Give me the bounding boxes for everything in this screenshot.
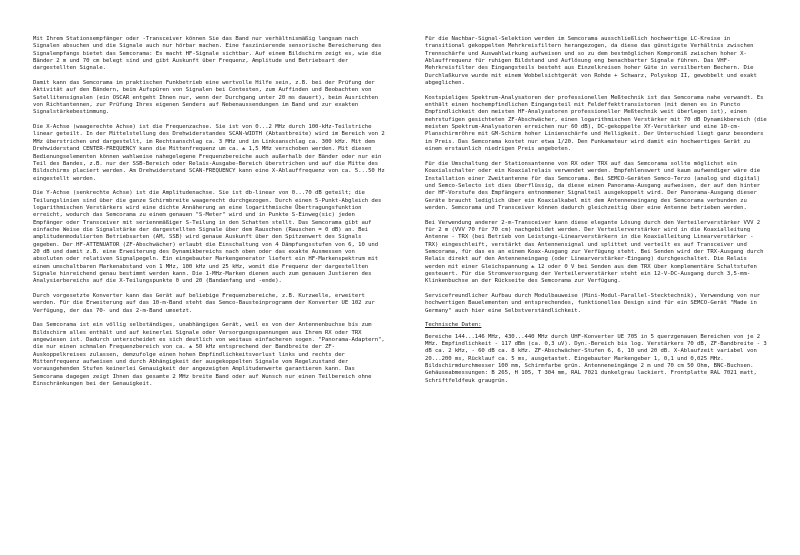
paragraph: Das Semcorama ist ein völlig selbständiges, unabhängiges Gerät, weil es von der Antennenbuchse bis zum Bildschirm alles enthält und auf keinerlei Signale oder Versorgungsspannungen aus Ihrem RX oder TRX angewiesen ist. Dadurch unterscheidet es sich deutlich von weitaus einfacheren sogen. "Panorama-Adaptern", die nur einen schmalen Frequenzbereich von ca. ± 50 kHz entsprechend der Bandbreite der ZF-Auskoppelkreises zulassen, demzufolge einen hohen Empfindlichkeitsverlust links und rechts der Mittenfrequenz aufweisen und durch Abhängigkeit der ausgekoppelten Signale vom Regelzustand der vorausgehenden Stufen keinerlei Genauigkeit der angezeigten Amplitudenwerte garantieren kann. Das Semcorama dagegen zeigt Ihnen das gesamte 2 MHz breite Band oder auf Wunsch nur einen Teilbereich ohne Einschränkungen bei der Genauigkeit. [33,322,385,388]
right-column [425,36,770,393]
paragraph: Mit Ihrem Stationsempfänger oder -Transceiver können Sie das Band nur verhältnismäßig langsam nach Signalen absuchen und die Signale auch nur hörbar machen. Eine faszinierende sensorische Bereicherung des Signalempfangs bietet das Semcorama: Es macht HF-Signale sichtbar. Auf einem Bildschirm zeigt es, wie die Bänder 2 m und 70 cm belegt sind und gibt Auskunft über Frequenz, Amplitude und Betriebsart der dargestellten Signale. [33,36,382,72]
paragraph: Kostspieliges Spektrum-Analysatoren der professionellen Meßtechnik ist das Semcorama nahe verwandt. Es enthält einen hochempfindlichen Eingangsteil mit Feldeffekttransistoren (mit denen es in Puncto Empfindlichkeit den meisten HF-Analysatoren professioneller Meßtechnik weit überlegen ist), einen mehrstufigen gesichteten ZF-Abschwächer, einen logarithmischen Verstärker mit 70 dB Dynamikbereich (die meisten Spektrum-Analysatoren erreichen nur 60 dB), DC-gekoppelte XY-Verstärker und eine 10-cm-Planschirmröhre mit GM-Schirm hoher Linienschärfe und Helligkeit. Der Unterschied liegt ganz besonders im Preis. Das Semcorama kostet nur etwa 1/20. Den Funkamateur wird damit ein hochwertiges Gerät zu einem erstaunlich niedrigen Preis angeboten. [425,94,767,153]
paragraph: Bei Verwendung anderer 2-m-Transceiver kann diese elegante Lösung durch den Verteilerverstärker VVV 2 für 2 m (VVV 70 für 70 cm) nachgebildet werden. Der Verteilerverstärker wird in die Koaxialleitung Antenne - TRX (bei Betrieb von Leistungs-Linearverstärkern in die Koaxialleitung Linearverstärker - TRX) eingeschleift, verstärkt das Antennensignal und splittet und verteilt es auf Transceiver und Semcorama, für das es an einem Koax-Ausgang zur Verfügung steht. Bei Senden wird der TRX-Ausgang durch Relais direkt auf den Antenneneingang (oder Linearverstärker-Eingang) durchgeschaltet. Die Relais werden mit einer Gleichspannung ± 12 oder 0 V bei Senden aus dem TRX über komplementäre Schaltstufen gesteuert. Für die Stromversorgung der Verteilerverstärker steht ein 12-V-DC-Ausgang durch 3,5-mm-Klinkenbuchse an der Rückseite des Semcorama zur Verfügung. [425,219,764,285]
technical-data-text: Bereiche 144...146 MHz, 430...440 MHz durch UHF-Konverter UE 705 in 5 querzgenauen Bereichen von je 2 MHz. Empfindlichkeit - 117 dBm (ca. 0,3 uV). Dyn.-Bereich bis log. Verstärkers 70 dB, ZF-Bandbreite - 3 dB ca. 2 kHz, - 60 dB ca. 8 kHz. ZF-Abschwächer-Stufen 6, 6, 10 und 20 dB. X-Ablaufzeit variabel von 20...200 ms, Rücklauf ca. 5 ms, ausgetastet. Eingebauter Markengeber 1, 0,1 und 0,025 MHz. Bildschirmdurchmesser 100 mm, Schirmfarbe grün. Antenneneingänge 2 m und 70 cm 50 Ohm, BNC-Buchsen. Gehäuseabmessungen: B 265, H 105, T 304 mm, RAL 7021 dunkelgrau lackiert. Frontplatte RAL 7021 matt, Schriftfeldfeuk graugrün. [425,333,767,384]
paragraph: Durch vorgesetzte Konverter kann das Gerät auf beliebige Frequenzbereiche, z.B. Kurzwelle, erweitert werden. Für die Erweiterung auf das 10-m-Band steht das Semco-Bausteinprogramm der Konverter UE 102 zur Verfügung, der das 70- und das 2-m-Band umsetzt. [33,293,375,314]
technical-data-heading: Technische Daten: [425,322,482,329]
paragraph: Damit kann das Semcorama im praktischen Funkbetrieb eine wertvolle Hilfe sein, z.B. bei der Prüfung der Aktivität auf den Bändern, beim Aufspüren von Signalen bei Contesten, zum Auffinden und Beobachten von Satellitensignalen (ein OSCAR entgeht Ihnen nur, wenn der Durchgang unter 20 ms dauert), beim Ausrichten von Richtantennen, zur Prüfung Ihres eigenen Senders auf Nebenaussendungen im Band und zur exakten Signalstärkebestimmung. [33,80,379,116]
paragraph: Für die Nachbar-Signal-Selektion werden im Semcorama ausschließlich hochwertige LC-Kreise in transitional gekoppelten Mehrkreisfiltern herangezogen, da diese das günstigste Verhältnis zwischen Trennschärfe und Auswahlwirkung aufweisen und so zu dem bestmöglichen Kompromiß zwischen hoher X-Ablauffrequenz für ruhigen Bildstand und Auflösung eng benachbarter Signale führen. Das VHF-Mehrkreisfilter des Eingangsteils besteht aus Einzelkreisen hoher Güte in versilberten Bechern. Die Durchlaßkurve wurde mit einem Wobbelsichtgerät von Rohde + Schwarz, Polyskop II, gewobbelt und exakt abgeglichen. [425,36,757,87]
left-column [33,36,385,396]
paragraph: Für die Umschaltung der Stationsantenne von RX oder TRX auf das Semcorama sollte möglichst ein Koaxialschalter oder ein Koaxialrelais verwendet werden. Empfehlenswert und kaum aufwendiger wäre die Installation einer Zweitantenne für das Semcorama. Bei SEMCO-Geräten Semco-Terzo (analog und digital) und Semco-Selecto ist dies überflüssig, da diese einen Panorama-Ausgang aufweisen, der auf den hinter der HF-Vorstufe des Empfängers entnommener Signalteil ausgekoppelt wird. Der Panorama-Ausgang dieser Geräte braucht lediglich über ein Koaxialkabel mit dem Antenneneingang des Semcorama verbunden zu werden. Semcorama und Transceiver können dadurch gleichzeitig über eine Antenne betrieben werden. [425,160,761,211]
paragraph: Die Y-Achse (senkrechte Achse) ist die Amplitudenachse. Sie ist db-linear von 0...70 dB geteilt; die Teilungslinien sind über die ganze Schirmbreite waagerecht durchgezogen. Durch einen 5-Punkt-Abgleich des logarithmischen Verstärkers wird eine dichte Annäherung an eine logarithmische Übertragungsfunktion erreicht, wodurch das Semcorama zu einem genauen "S-Meter" wird und in Punkte S-Einweg(sic) jeden Empfänger oder Transceiver mit seriennmäßiger S-Teilung in den Schatten stellt. Das Semcorama gibt auf einfache Weise die Signalstärke der dargestellten Signale über dem Rauschen (Rauschen = 0 dB) an. Bei amplitudenmodulierten Betriebsarten (AM, SSB) wird genaue Auskunft über den Spitzenwert des Signals gegeben. Der HF-ATTENUATOR (ZF-Abschwächer) erlaubt die Einschaltung von 4 Dämpfungsstufen von 6, 10 und 20 dB und damit z.B. eine Erweiterung des Dynamikbereichs nach oben oder das exakte Ausmessen von absoluten oder relativen Signalpegeln. Ein eingebauter Markengenerator liefert ein HF-Markenspektrum mit einem umschaltbaren Markenabstand von 1 MHz, 100 kHz und 25 kHz, womit die Frequenz der dargestellten Signale hinreichend genau bestimmt werden kann. Die 1-MHz-Marken dienen auch zum genauen Justieren des Analysierbereichs auf die X-Teilungspunkte 0 und 20 (Bandanfang und -ende). [33,190,382,285]
paragraph: Die X-Achse (waagerechte Achse) ist die Frequenzachse. Sie ist von 0...2 MHz durch 100-kHz-Teilstriche linear geteilt. In der Mittelstellung des Drehwiderstandes SCAN-WIDTH (Abtastbreite) wird im Bereich von 2 MHz überstrichen und dargestellt, im Rechtsanschlag ca. 3 MHz und im Linksanschlag ca. 300 kHz. Mit dem Drehwiderstand CENTER-FREQUENCY kann die Mittenfrequenz um ca. ± 1,5 MHz verschoben werden. Mit diesen Bedienungselementen können wahlweise nahegelegene Frequenzbereiche auch außerhalb der Bänder oder nur ein Teil des Bandes, z.B. nur der SSB-Bereich oder Relais-Ausgabe-Bereich überstrichen und auf die Mitte des Bildschirms placiert werden. Am Drehwiderstand SCAN-FREQUENCY kann eine X-Ablauffrequenz von ca. 5...50 Hz eingestellt werden. [33,124,385,182]
paragraph: Servicefreundlicher Aufbau durch Modulbauweise (Mini-Modul-Parallel-Stecktechnik), Verwendung von nur hochwertigen Bauelementen und entsprechendes, funktionelles Design sind für ein SEMCO-Gerät "Made in Germany" auch hier eine Selbstverständlichkeit. [425,293,761,314]
